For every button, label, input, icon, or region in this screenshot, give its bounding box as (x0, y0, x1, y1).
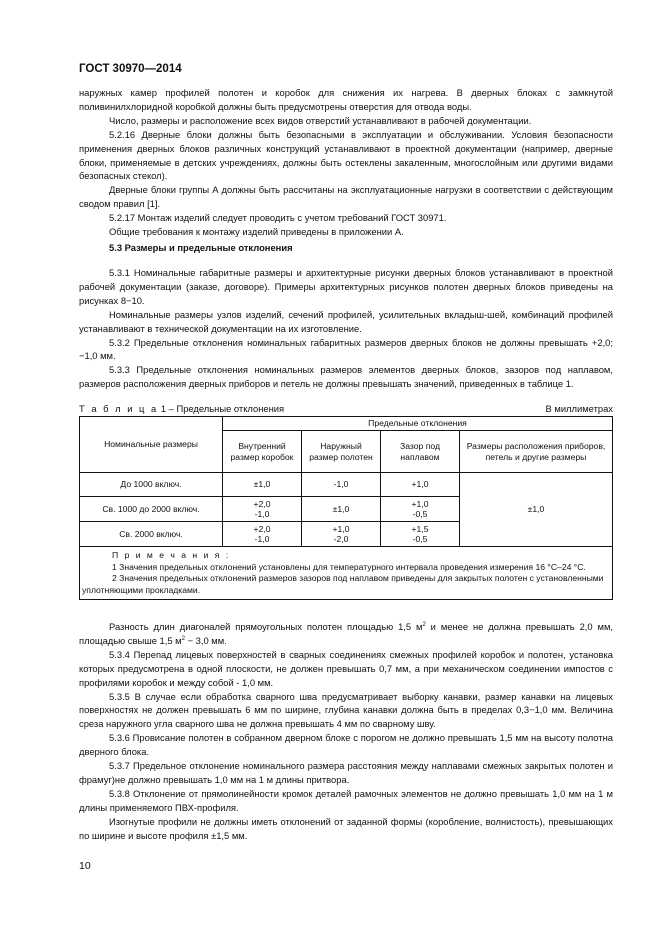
paragraph-5-3-1: 5.3.1 Номинальные габаритные размеры и архитектурные рисунки дверных блоков устанавливают в проектной рабочей документации (заказе, договоре). Примеры архитектурных рисунков полотен дверных блоков приведены на рисунках 8−10. (79, 267, 613, 306)
cell-outer (302, 522, 381, 547)
paragraph-5-3-7: 5.3.7 Предельное отклонение номинального размера расстояния между наплавами смежных закрытых полотен и фрамуг)не должно превышать 1,0 мм на 1 м длины притвора. (79, 760, 613, 785)
cell-name: До 1000 включ. (80, 473, 223, 497)
paragraph-5-3-4: 5.3.4 Перепад лицевых поверхностей в сварных соединениях смежных профилей коробок и полотен, установка которых предусмотрена в одной плоскости, не должен превышать 0,7 мм, а при механическом соединении импостов с профилями коробок и между собой - 1,0 мм. (79, 648, 613, 688)
paragraph-5-3-5: 5.3.5 В случае если обработка сварного шва предусматривает выборку канавки, размер канавки на лицевых поверхностях не должен превышать 6 мм по ширине, глубина канавки должна быть в пределах 0,3−1,0 мм. Величина среза наружного угла сварного шва не должна превышать 4 мм по сварному шву. (79, 690, 613, 730)
table-caption-title: 1 – Предельные отклонения (158, 403, 285, 414)
paragraph-5-3-2: 5.3.2 Предельные отклонения номинальных габаритных размеров дверных блоков не должны превышать +2,0; −1,0 мм. (79, 336, 613, 362)
text-block-bottom (79, 620, 613, 843)
cell-gap: +1,0 (381, 473, 460, 497)
cell-inner (223, 497, 302, 522)
paragraph: Число, размеры и расположение всех видов отверстий устанавливают в рабочей документации. (109, 114, 532, 126)
paragraph-5-2-16: 5.2.16 Дверные блоки должны быть безопасными в эксплуатации и обслуживании. Условия безопасности применения дверных блоков различных конструкций устанавливают в проектной документации (например, дверные блоки, применяемые в детских учреждениях, должны быть остеклены закаленным, многослойным или другими видами безопасных стекол). (79, 128, 613, 182)
paragraph: Номинальные размеры узлов изделий, сечений профилей, усилительных вкладыш-шей, комбинаций профилей устанавливают в технической документации на их изготовление. (79, 308, 613, 334)
col-group-header: Предельные отклонения (223, 417, 613, 431)
col-header-gap: Зазор под наплавом (381, 431, 460, 473)
value-lower: -2,0 (333, 534, 349, 544)
value-upper: +2,0 (253, 523, 271, 534)
cell-outer: -1,0 (302, 473, 381, 497)
section-title: 5.3 Размеры и предельные отклонения (109, 242, 293, 253)
cell-gap (381, 497, 460, 522)
col-header-nominal: Номинальные размеры (80, 417, 223, 473)
table-units: В миллиметрах (545, 403, 613, 414)
text-block-5-3 (79, 266, 613, 391)
value-upper: +1,5 (411, 523, 429, 534)
table-caption-label: Т а б л и ц а (79, 403, 159, 414)
paragraph-5-3-3: 5.3.3 Предельные отклонения номинальных размеров элементов дверных блоков, зазоров под наплавом, размеров расположения дверных приборов и петель не должны превышать значений, приведенных в таблице 1. (79, 364, 613, 390)
col-header-inner: Внутренний размер коробок (223, 431, 302, 473)
paragraph-diagonals: Разность длин диагоналей прямоугольных полотен площадью 1,5 $м^2$ и менее не должна превышать 2,0 мм, площадью свыше 1,5 $м^2 - 3,0$ мм. (79, 621, 613, 646)
cell-name: Св. 2000 включ. (80, 522, 223, 547)
value-lower: -0,5 (412, 534, 428, 544)
paragraph-5-2-17: 5.2.17 Монтаж изделий следует проводить с учетом требований ГОСТ 30971. (109, 212, 447, 224)
value-lower: -1,0 (254, 534, 270, 544)
cell-gap (381, 522, 460, 547)
cell-name: Св. 1000 до 2000 включ. (80, 497, 223, 522)
notes-title: П р и м е ч а н и я : (112, 550, 231, 560)
paragraph: Общие требования к монтажу изделий приведены в приложении А. (109, 226, 404, 238)
value-upper: +2,0 (253, 498, 271, 509)
col-header-fittings: Размеры расположения приборов, петель и другие размеры (460, 431, 613, 473)
table-notes (80, 547, 613, 600)
page-number: 10 (79, 860, 91, 872)
deviations-table (79, 416, 613, 600)
note-2: 2 Значения предельных отклонений размеров зазоров под наплавом приведены для закрытых полотен с установленными уплотняющими прокладками. (82, 573, 604, 595)
cell-outer: ±1,0 (302, 497, 381, 522)
cell-fittings: ±1,0 (460, 473, 613, 547)
cell-inner: ±1,0 (223, 473, 302, 497)
value-upper: +1,0 (411, 498, 429, 509)
value-upper: +1,0 (332, 523, 350, 534)
document-header: ГОСТ 30970—2014 (79, 63, 182, 75)
table-row (80, 473, 613, 497)
paragraph: Дверные блоки группы А должны быть рассчитаны на эксплуатационные нагрузки в соответствии с действующим сводом правил [1]. (79, 184, 613, 210)
note-1: 1 Значения предельных отклонений установлены для температурного интервала проведения измерения 16 °С–24 °С. (112, 561, 586, 572)
value-lower: -1,0 (254, 509, 270, 519)
cell-inner (223, 522, 302, 547)
table-caption (79, 403, 613, 414)
value-lower: -0,5 (412, 509, 428, 519)
text-block-top (79, 86, 613, 239)
paragraph: Изогнутые профили не должны иметь отклонений от заданной формы (коробление, волнистость), превышающих по ширине и высоте профиля ±1,5 мм. (79, 815, 613, 841)
paragraph: наружных камер профилей полотен и коробок для снижения их нагрева. В дверных блоках с замкнутой поливинилхлоридной коробкой должны быть предусмотрены отверстия для отвода воды. (79, 87, 613, 112)
paragraph-5-3-6: 5.3.6 Провисание полотен в собранном дверном блоке с порогом не должно превышать 1,5 мм на высоту полотна дверного блока. (79, 732, 613, 758)
paragraph-5-3-8: 5.3.8 Отклонение от прямолинейности кромок деталей рамочных элементов не должно превышать 1,0 мм на 1 м длины применяемого ПВХ-профиля. (79, 787, 613, 813)
col-header-outer: Наружный размер полотен (302, 431, 381, 473)
